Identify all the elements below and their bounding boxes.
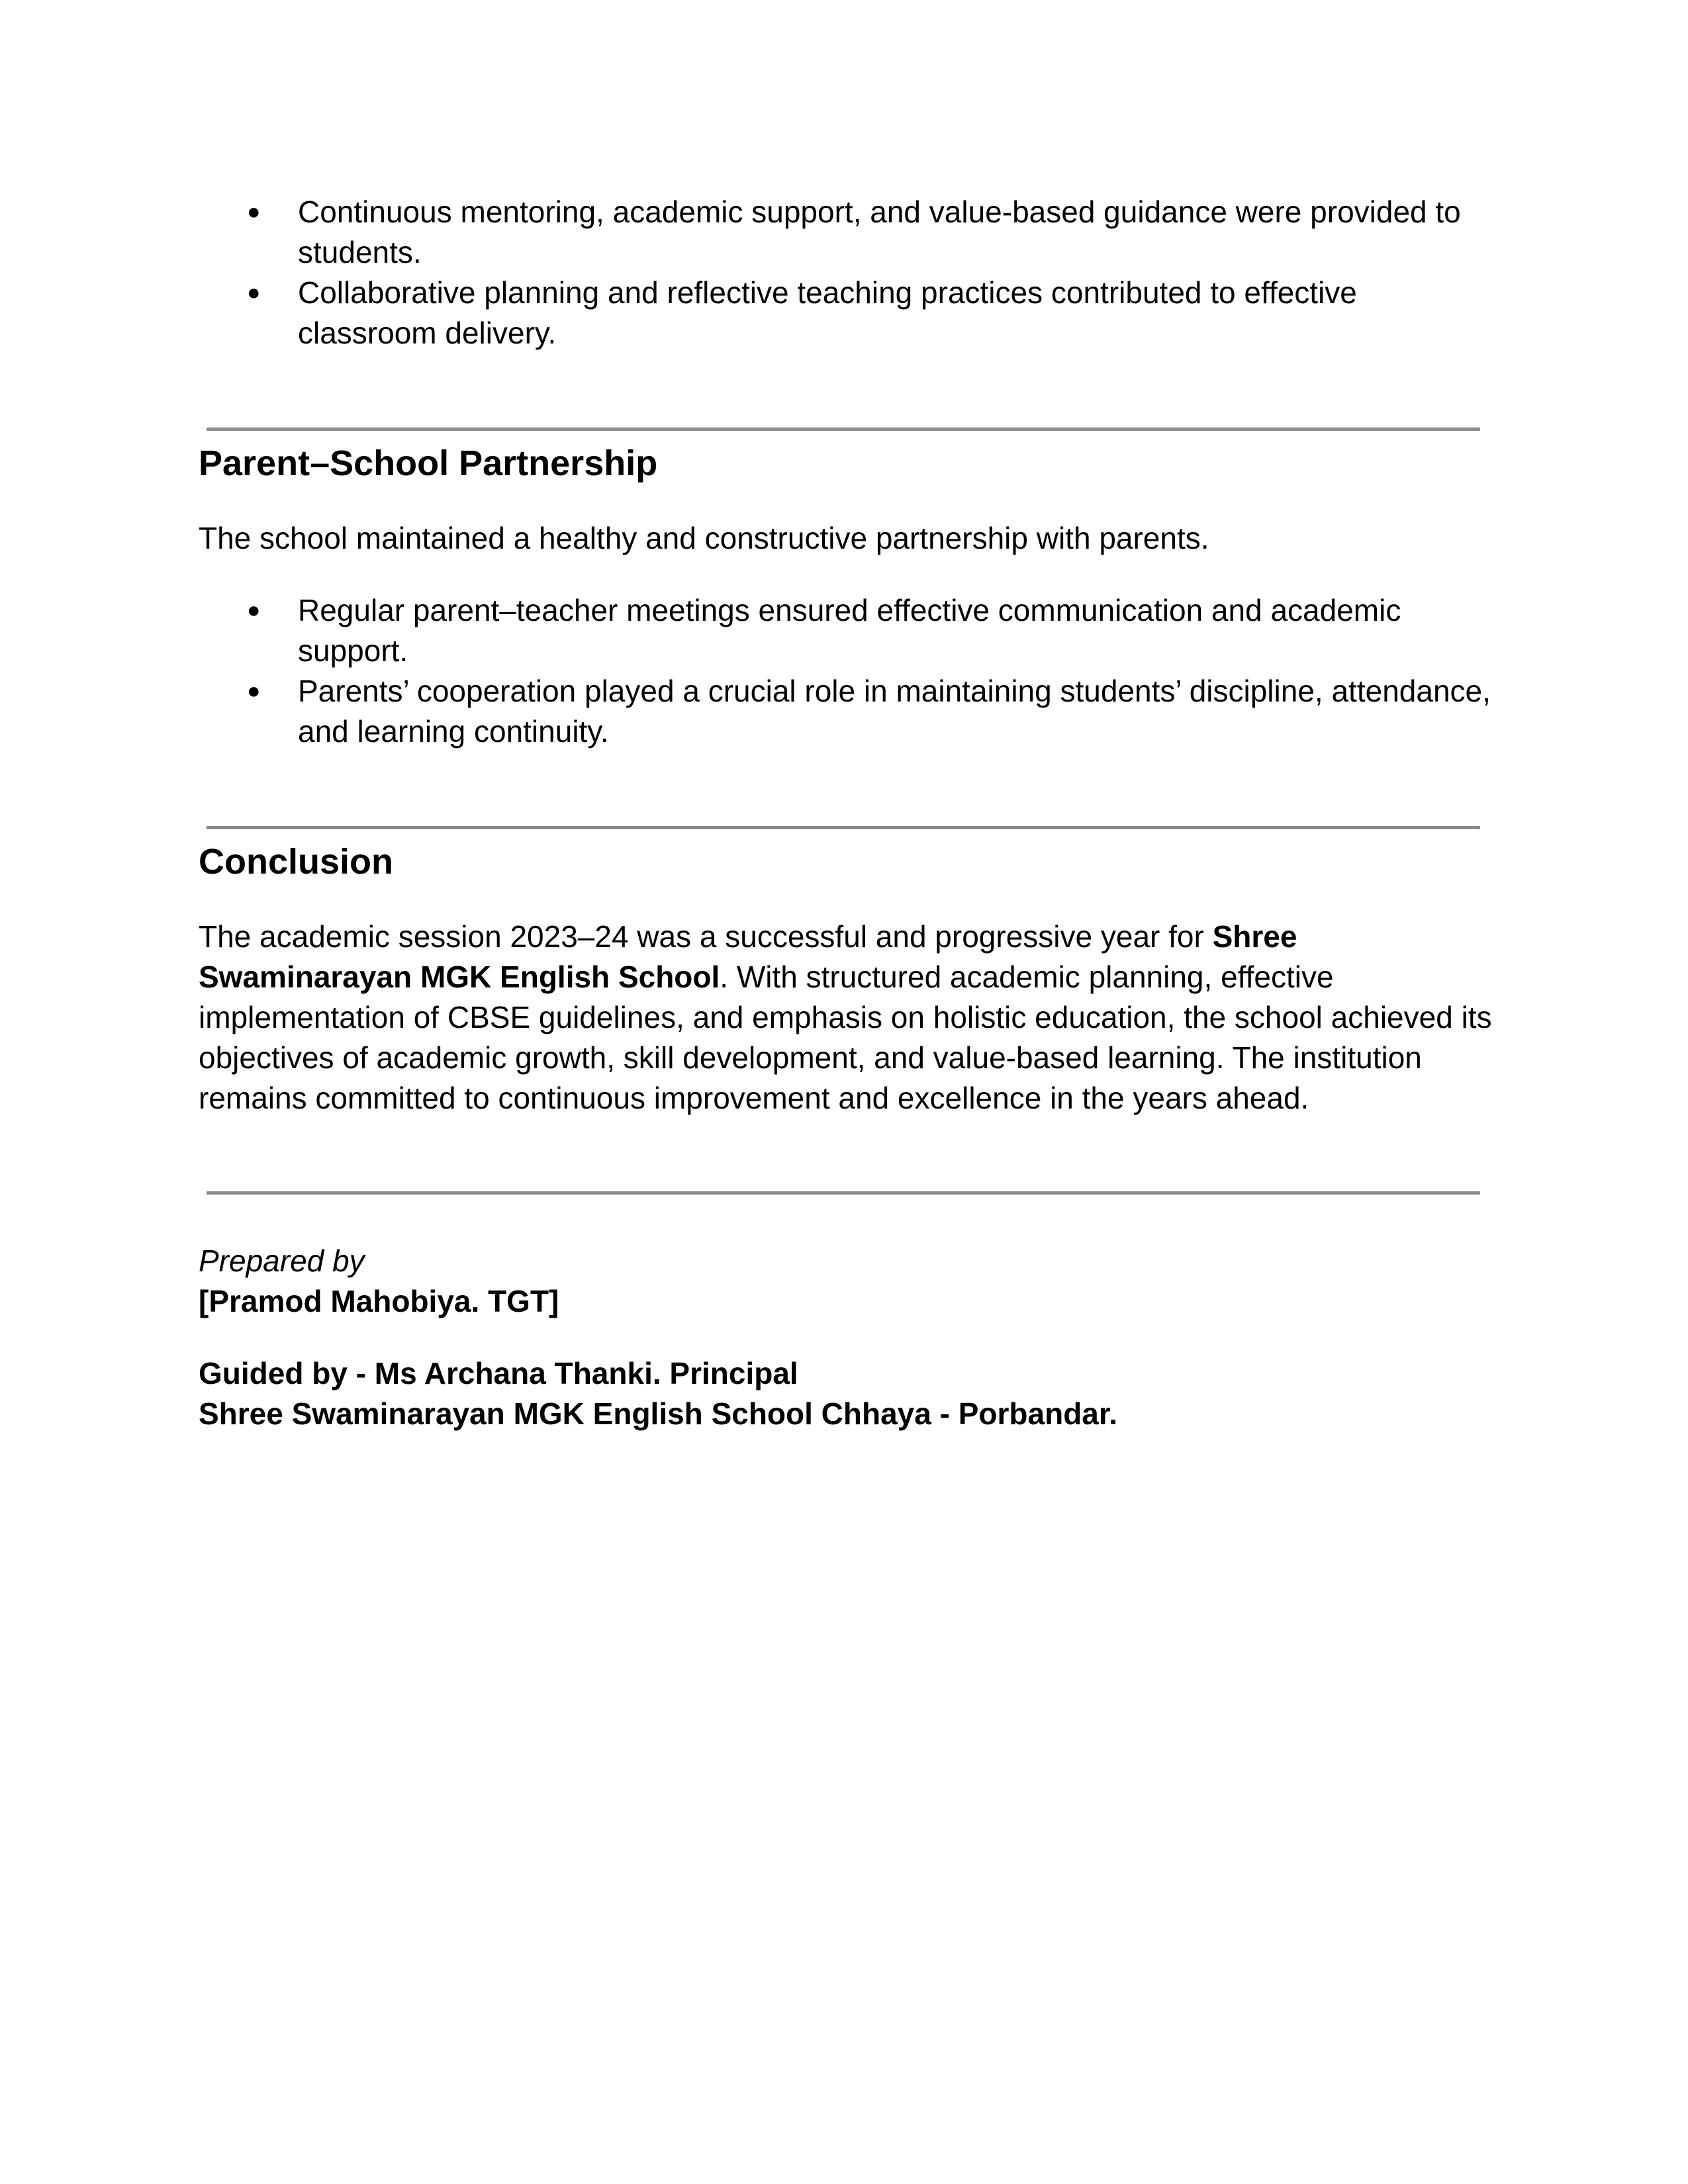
school-address-line: Shree Swaminarayan MGK English School Chhaya - Porbandar. xyxy=(199,1396,1118,1431)
partnership-intro: The school maintained a healthy and constructive partnership with parents. xyxy=(199,521,1209,555)
conclusion-text-start: The academic session 2023–24 was a successful and progressive year for xyxy=(199,919,1213,954)
section-divider xyxy=(207,826,1480,829)
section-heading-conclusion: Conclusion xyxy=(199,842,393,882)
conclusion-text-end: . With structured academic planning, effective implementation of CBSE guidelines, and emphasis on holistic education, the school achieved its objectives of academic growth, skill development, and value-based learning. The institution remains committed to continuous improvement and excellence in the years ahead. xyxy=(199,960,1492,1115)
list-item xyxy=(199,192,1496,273)
bullet-icon: ● xyxy=(247,598,261,623)
guided-by-line: Guided by - Ms Archana Thanki. Principal xyxy=(199,1356,798,1390)
bullet-icon: ● xyxy=(247,199,261,224)
conclusion-paragraph xyxy=(199,917,1496,1118)
bullet-text: Collaborative planning and reflective teaching practices contributed to effective classroom delivery. xyxy=(298,275,1357,350)
bullet-text: Continuous mentoring, academic support, and value-based guidance were provided to students. xyxy=(298,195,1461,269)
list-item xyxy=(199,273,1496,353)
document-page xyxy=(199,192,1496,1434)
list-item xyxy=(199,590,1496,671)
bullet-text: Parents’ cooperation played a crucial role in maintaining students’ discipline, attendance, and learning continuity. xyxy=(298,674,1491,749)
mentoring-bullet-list xyxy=(199,192,1496,353)
list-item xyxy=(199,671,1496,752)
section-divider xyxy=(207,1191,1480,1195)
bullet-icon: ● xyxy=(247,678,261,704)
bullet-icon: ● xyxy=(247,280,261,305)
prepared-by-label: Prepared by xyxy=(199,1244,365,1278)
partnership-bullet-list xyxy=(199,590,1496,752)
section-heading-partnership: Parent–School Partnership xyxy=(199,443,658,483)
section-divider xyxy=(207,428,1480,431)
bullet-text: Regular parent–teacher meetings ensured effective communication and academic support. xyxy=(298,593,1401,668)
preparer-name: [Pramod Mahobiya. TGT] xyxy=(199,1284,559,1318)
school-name-bold: Shree Swaminarayan MGK English School xyxy=(199,919,1297,994)
